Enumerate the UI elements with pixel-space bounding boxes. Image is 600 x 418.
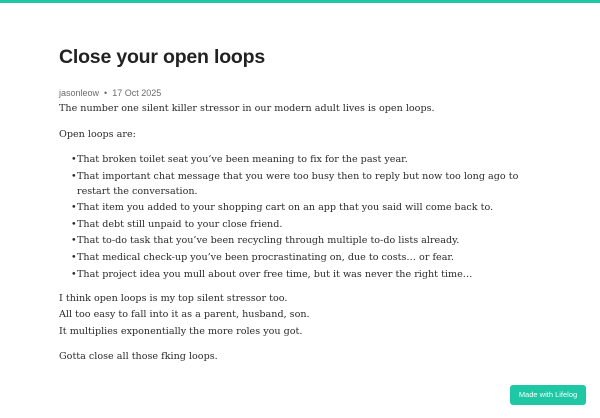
post-body — [59, 101, 549, 366]
list-item: • That broken toilet seat you’ve been meaning to fix for the past year. — [77, 152, 549, 167]
top-accent-bar — [0, 0, 600, 3]
list-item: • That medical check-up you’ve been procrastinating on, due to costs… or fear. — [77, 250, 549, 265]
list-heading: Open loops are: — [59, 128, 136, 140]
list-item: • That item you added to your shopping cart on an app that you said will come back to. — [77, 200, 549, 215]
post-meta — [59, 87, 549, 99]
meta-separator: • — [104, 88, 108, 98]
post-title: Close your open loops — [59, 46, 265, 68]
list-item: • That to-do task that you’ve been recycling through multiple to-do lists already. — [77, 233, 549, 248]
made-with-lifelog-button[interactable]: Made with Lifelog — [510, 385, 586, 405]
open-loops-list — [59, 152, 549, 282]
reflection-line: I think open loops is my top silent stressor too. — [59, 292, 288, 304]
author-link[interactable]: jasonleow — [59, 88, 100, 98]
list-item: • That debt still unpaid to your close friend. — [77, 217, 549, 232]
reflection-paragraph — [59, 291, 549, 341]
post-article — [59, 44, 549, 375]
post-date: 17 Oct 2025 — [112, 88, 162, 98]
list-item: • That project idea you mull about over free time, but it was never the right time… — [77, 267, 549, 282]
reflection-line: It multiplies exponentially the more roles you got. — [59, 325, 303, 337]
closing-paragraph: Gotta close all those fking loops. — [59, 351, 218, 363]
intro-paragraph: The number one silent killer stressor in our modern adult lives is open loops. — [59, 103, 435, 114]
reflection-line: All too easy to fall into it as a parent, husband, son. — [59, 309, 310, 321]
list-item: • That important chat message that you were too busy then to reply but now too long ago to restart the conversation. — [77, 169, 549, 199]
